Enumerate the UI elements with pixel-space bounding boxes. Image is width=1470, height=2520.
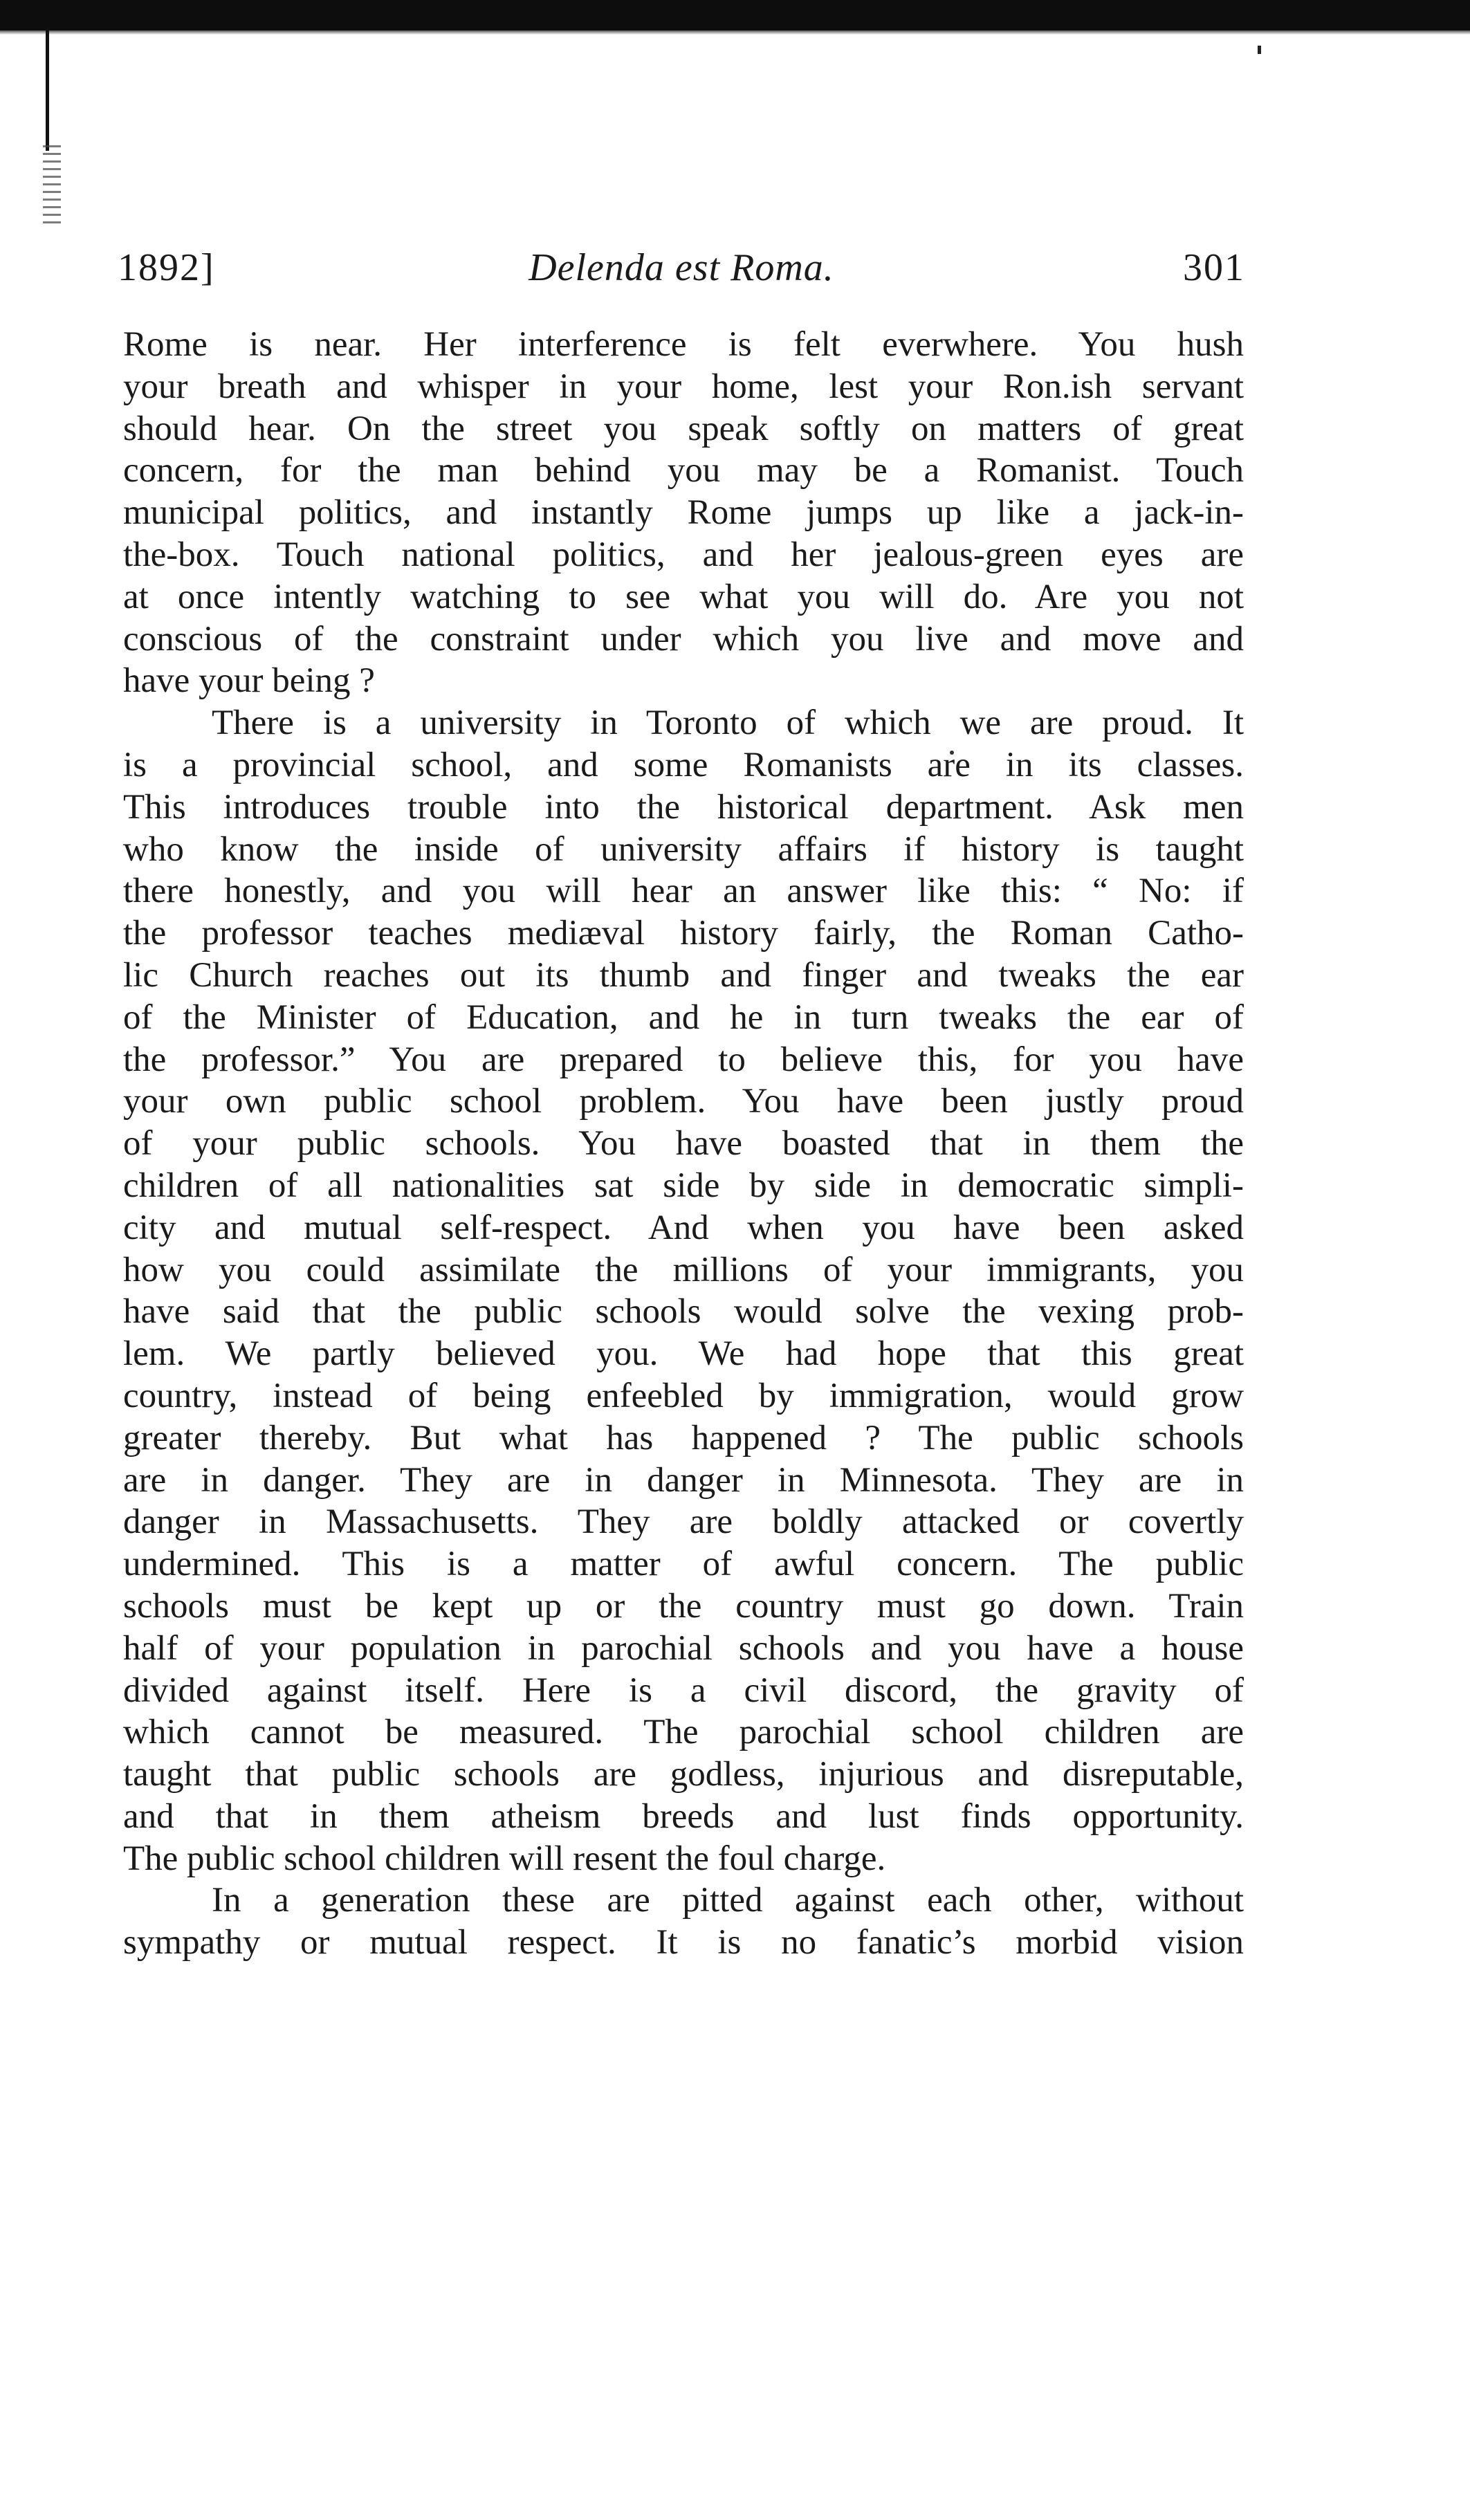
text-line: of your public schools. You have boasted that in them the xyxy=(123,1124,1244,1164)
text-line: should hear. On the street you speak softly on matters of great xyxy=(123,409,1244,448)
paragraph-start-line: There is a university in Toronto of which we are proud. It xyxy=(212,703,1244,743)
text-line: at once intently watching to see what you will do. Are you not xyxy=(123,577,1244,616)
text-line: divided against itself. Here is a civil discord, the gravity of xyxy=(123,1671,1244,1710)
paragraph-end-line: have your being ? xyxy=(123,661,375,701)
running-year: 1892] xyxy=(118,246,215,289)
text-line: country, instead of being enfeebled by immigration, would grow xyxy=(123,1376,1244,1415)
text-line: there honestly, and you will hear an answer like this: “ No: if xyxy=(123,872,1244,911)
text-line: the professor.” You are prepared to believe this, for you have xyxy=(123,1040,1244,1079)
body-text xyxy=(123,324,1244,1964)
text-line: greater thereby. But what has happened ? The public schools xyxy=(123,1418,1244,1457)
text-line: children of all nationalities sat side by side in democratic simpli- xyxy=(123,1166,1244,1205)
running-title: Delenda est Roma. xyxy=(529,246,834,289)
page-number: 301 xyxy=(1183,246,1245,289)
text-line: your breath and whisper in your home, lest your Ron.ish servant xyxy=(123,367,1244,406)
text-line: is a provincial school, and some Romanists are in its classes. xyxy=(123,745,1244,784)
text-line: city and mutual self-respect. And when you have been asked xyxy=(123,1208,1244,1247)
text-line: half of your population in parochial schools and you have a house xyxy=(123,1628,1244,1668)
text-line: lic Church reaches out its thumb and finger and tweaks the ear xyxy=(123,955,1244,995)
text-line: undermined. This is a matter of awful concern. The public xyxy=(123,1545,1244,1584)
text-line: your own public school problem. You have been justly proud xyxy=(123,1082,1244,1121)
text-line: are in danger. They are in danger in Minnesota. They are in xyxy=(123,1460,1244,1500)
text-line: municipal politics, and instantly Rome jumps up like a jack-in- xyxy=(123,493,1244,533)
paragraph-start-line: In a generation these are pitted against each other, without xyxy=(212,1881,1244,1920)
text-line: lem. We partly believed you. We had hope that this great xyxy=(123,1334,1244,1374)
scan-speck xyxy=(1258,46,1261,54)
text-line: of the Minister of Education, and he in turn tweaks the ear of xyxy=(123,997,1244,1037)
scan-margin-marks xyxy=(43,145,61,228)
text-line: how you could assimilate the millions of your immigrants, you xyxy=(123,1250,1244,1289)
scan-top-border xyxy=(0,0,1470,30)
text-line: conscious of the constraint under which you live and move and xyxy=(123,619,1244,659)
scan-top-border-shadow xyxy=(0,30,1470,35)
running-header xyxy=(118,246,1245,301)
paragraph-end-line: The public school children will resent the foul charge. xyxy=(123,1839,886,1878)
text-line: danger in Massachusetts. They are boldly attacked or covertly xyxy=(123,1502,1244,1542)
text-line: and that in them atheism breeds and lust finds opportunity. xyxy=(123,1796,1244,1836)
text-line: the-box. Touch national politics, and her jealous-green eyes are xyxy=(123,535,1244,574)
text-line: sympathy or mutual respect. It is no fanatic’s morbid vision xyxy=(123,1923,1244,1962)
text-line: This introduces trouble into the historical department. Ask men xyxy=(123,787,1244,827)
scan-left-rule xyxy=(46,28,49,151)
text-line: concern, for the man behind you may be a Romanist. Touch xyxy=(123,451,1244,490)
text-line: have said that the public schools would solve the vexing prob- xyxy=(123,1292,1244,1332)
text-line: the professor teaches mediæval history fairly, the Roman Catho- xyxy=(123,914,1244,953)
text-line: who know the inside of university affairs if history is taught xyxy=(123,829,1244,869)
text-line: schools must be kept up or the country must go down. Train xyxy=(123,1586,1244,1626)
text-line: which cannot be measured. The parochial school children are xyxy=(123,1713,1244,1752)
text-line: Rome is near. Her interference is felt everwhere. You hush xyxy=(123,325,1244,364)
text-line: taught that public schools are godless, injurious and disreputable, xyxy=(123,1755,1244,1794)
